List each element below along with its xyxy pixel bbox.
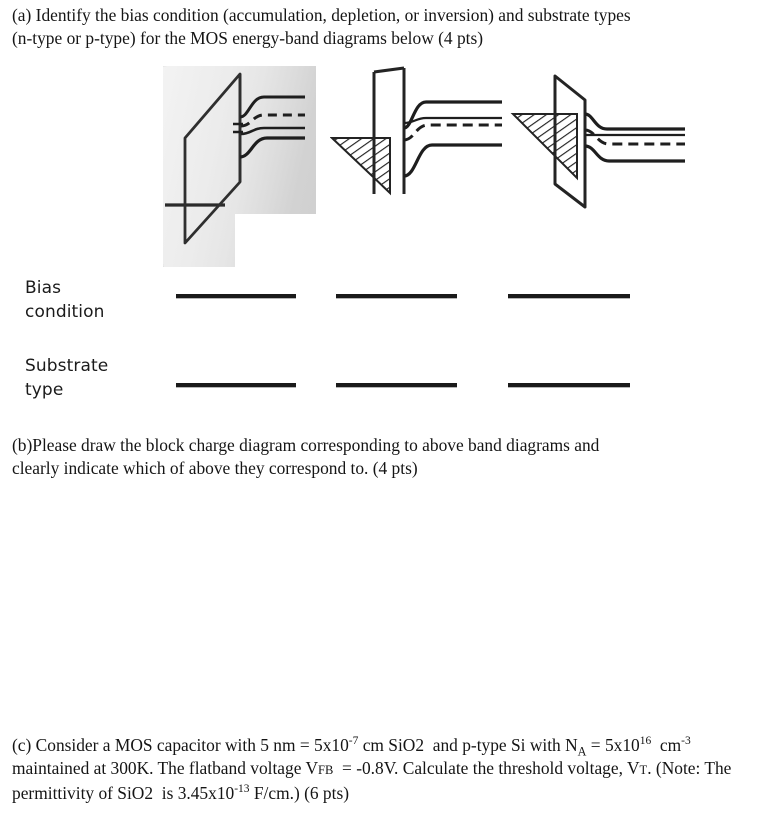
oxide-top-edge-2 [374, 68, 404, 72]
depletion-hatch-2 [332, 138, 390, 193]
band-diagram-1 [163, 66, 316, 267]
conduction-band-3 [585, 114, 685, 129]
intrinsic-level-dashed-1 [241, 115, 305, 126]
answer-blank-bias-1[interactable] [176, 294, 296, 298]
part-b-prompt [12, 434, 712, 480]
part-c-run-3: A [577, 744, 587, 759]
answer-blank-substrate-2[interactable] [336, 383, 457, 387]
band-diagram-2-svg [330, 66, 505, 206]
intrinsic-level-dashed-2 [404, 125, 502, 140]
answer-row-label-substrate-line2: type [25, 380, 64, 400]
depletion-hatch-3 [513, 114, 577, 178]
band-diagram-3-svg [505, 66, 690, 211]
band-diagram-3 [505, 66, 690, 211]
part-b-line2: clearly indicate which of above they correspond to. (4 pts) [12, 458, 418, 478]
fermi-level-1 [241, 128, 305, 134]
interface-ticks-1 [233, 124, 243, 132]
part-c-run-11: T [639, 763, 648, 777]
band-diagram-figure-group [0, 66, 763, 271]
answer-row-label-substrate-line1: Substrate [25, 356, 109, 376]
answer-row-label-bias [25, 276, 105, 324]
oxide-parallelogram-1 [185, 74, 240, 243]
part-c-run-7: -3 [681, 735, 691, 748]
intrinsic-level-dashed-3 [585, 130, 685, 144]
part-a-line2: (n-type or p-type) for the MOS energy-band diagrams below (4 pts) [12, 28, 484, 48]
answer-row-label-bias-line1: Bias [25, 278, 62, 298]
answer-blank-bias-3[interactable] [508, 294, 630, 298]
part-c-run-5: 16 [639, 735, 652, 748]
answer-blank-substrate-3[interactable] [508, 383, 630, 387]
valence-band-1 [240, 138, 305, 157]
answer-row-label-bias-line2: condition [25, 302, 105, 322]
part-c-prompt: (c) Consider a MOS capacitor with 5 nm = $5x10^{-7}$ cm SiO2 and p-type Si with $N_A = 5x10^{16}$ $cm^{-3}$ maintained at 300K. The flatband voltage VFB = -0.8V. Calculate the threshold voltage, VT. (Note: The permittivity of SiO2 is $3.45x10^{-13}$ F/cm.) (6 pts) [12, 735, 736, 803]
band-diagram-2 [330, 66, 505, 206]
answer-row-label-substrate [25, 354, 108, 402]
part-c-run-9: FB [318, 763, 334, 777]
part-b-line1: (b)Please draw the block charge diagram corresponding to above band diagrams and [12, 435, 600, 455]
part-a-line1: (a) Identify the bias condition (accumulation, depletion, or inversion) and substrate types [12, 5, 631, 25]
valence-band-2 [404, 145, 502, 176]
part-c-run-13: -13 [234, 783, 250, 796]
part-a-prompt [12, 4, 757, 50]
band-diagram-1-svg [163, 66, 316, 267]
part-c-run-1: -7 [348, 735, 359, 748]
answer-blank-substrate-1[interactable] [176, 383, 296, 387]
answer-blank-bias-2[interactable] [336, 294, 457, 298]
valence-band-3 [585, 146, 685, 161]
fermi-level-2 [404, 118, 502, 123]
